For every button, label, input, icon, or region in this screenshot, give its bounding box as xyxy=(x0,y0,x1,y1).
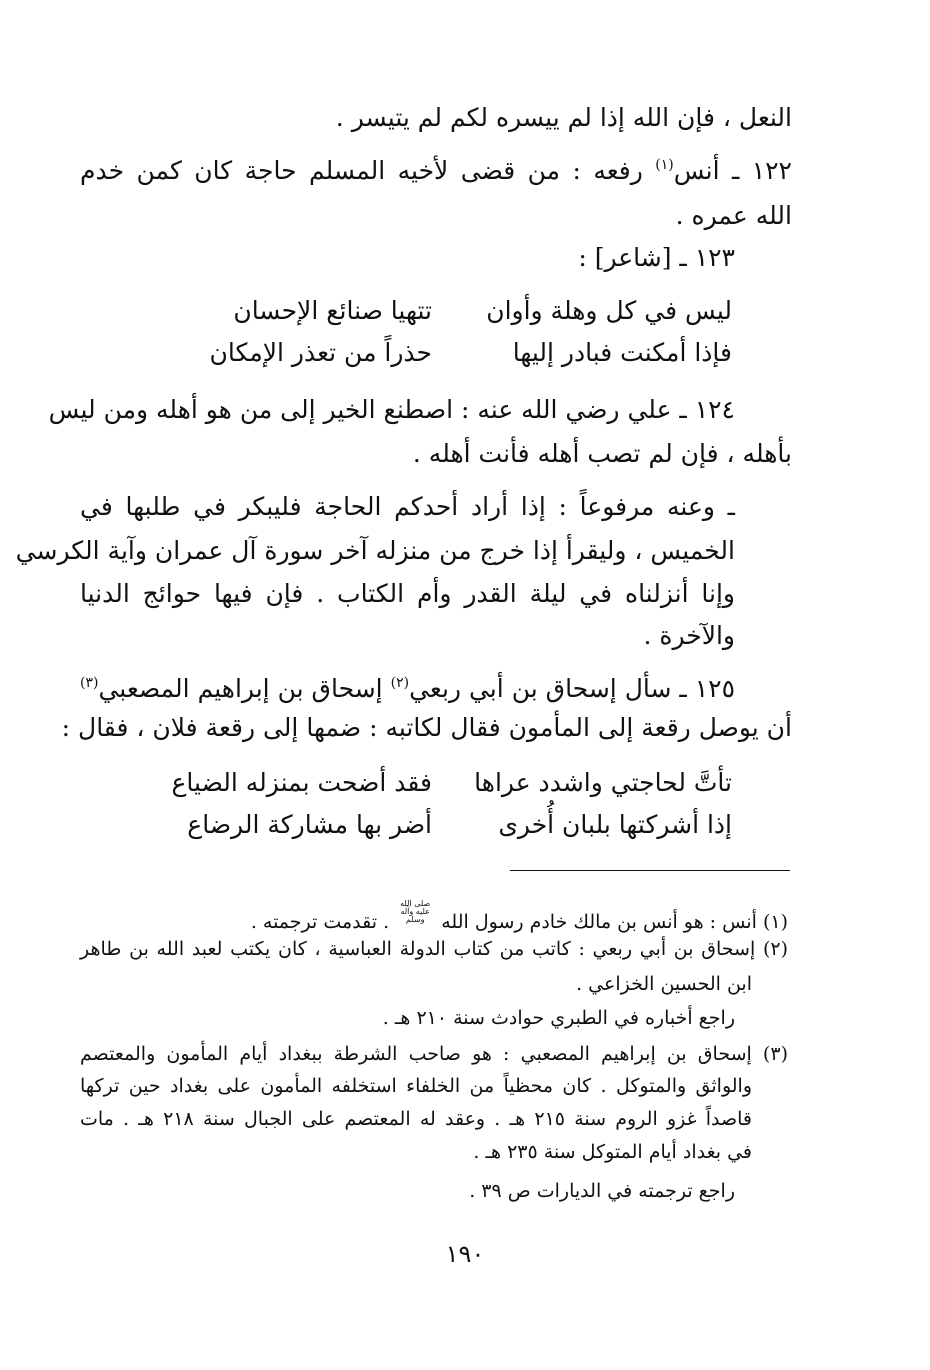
footnote-1 xyxy=(250,899,788,933)
salutation-glyph: صلى الله عليه وآله وسلم xyxy=(400,899,431,924)
verse-3a: تأتَّ لحاجتي واشدد عراها xyxy=(474,768,732,797)
footnote-3-line-1: (٣) إسحاق بن إبراهيم المصعبي : هو صاحب الشرطة ببغداد أيام المأمون والمعتصم xyxy=(80,1043,788,1065)
entry-122-number: ١٢٢ ـ أنس xyxy=(673,156,792,185)
footnote-ref-1: (١) xyxy=(655,157,674,173)
footnote-3-line-4: في بغداد أيام المتوكل سنة ٢٣٥ هـ . xyxy=(473,1141,752,1163)
entry-124-line-2: بأهله ، فإن لم تصب أهله فأنت أهله . xyxy=(412,439,792,468)
entry-125-text: إسحاق بن إبراهيم المصعبي xyxy=(98,674,391,703)
text-line: النعل ، فإن الله إذا لم ييسره لكم لم يتيسر . xyxy=(335,103,792,132)
footnote-ref-2: (٢) xyxy=(390,675,410,691)
footnote-ref-3: (٣) xyxy=(80,675,99,691)
footnote-2-line-1: (٢) إسحاق بن أبي ربعي : كاتب من كتاب الدولة العباسية ، كان يكتب لعبد الله بن طاهر xyxy=(80,938,788,960)
footnote-1-text: (١) أنس : هو أنس بن مالك خادم رسول الله xyxy=(441,911,788,933)
entry-125-number: ١٢٥ ـ سأل إسحاق بن أبي ربعي xyxy=(409,674,736,703)
marfu-line-4: والآخرة . xyxy=(643,621,735,650)
entry-122-text: رفعه : من قضى لأخيه المسلم حاجة كان كمن خدم xyxy=(80,156,656,185)
footnote-3-line-2: والواثق والمتوكل . كان محظياً من الخلفاء استخلفه المأمون على بغداد حين تركها xyxy=(80,1075,752,1097)
entry-122-line-2: الله عمره . xyxy=(675,201,792,230)
entry-125-line-2: أن يوصل رقعة إلى المأمون فقال لكاتبه : ضمها إلى رقعة فلان ، فقال : xyxy=(61,713,792,742)
footnote-3-line-3: قاصداً غزو الروم سنة ٢١٥ هـ . وعقد له المعتصم على الجبال سنة ٢١٨ هـ . مات xyxy=(80,1108,752,1130)
marfu-line-1: ـ وعنه مرفوعاً : إذا أراد أحدكم الحاجة فليبكر في طلبها في xyxy=(80,492,735,521)
footnote-2-line-3: راجع أخباره في الطبري حوادث سنة ٢١٠ هـ . xyxy=(382,1007,735,1029)
footnote-separator xyxy=(510,870,790,871)
entry-124-line-1: ١٢٤ ـ علي رضي الله عنه : اصطنع الخير إلى من هو أهله ومن ليس xyxy=(48,395,735,424)
verse-2b: حذراً من تعذر الإمكان xyxy=(209,338,432,367)
footnote-3-line-5: راجع ترجمته في الديارات ص ٣٩ . xyxy=(469,1180,735,1202)
marfu-line-2: الخميس ، وليقرأ إذا خرج من منزله آخر سورة آل عمران وآية الكرسي xyxy=(15,536,735,565)
verse-3b: فقد أضحت بمنزله الضياع xyxy=(171,768,432,797)
footnote-2-line-2: ابن الحسين الخزاعي . xyxy=(576,973,752,995)
entry-125-line-1 xyxy=(80,671,735,707)
marfu-line-3: وإنا أنزلناه في ليلة القدر وأم الكتاب . فإن فيها حوائج الدنيا xyxy=(80,579,735,608)
verse-1b: تتهيا صنائع الإحسان xyxy=(233,296,432,325)
verse-4a: إذا أشركتها بلبان أُخرى xyxy=(498,810,732,839)
page-number: ١٩٠ xyxy=(445,1240,485,1268)
verse-2a: فإذا أمكنت فبادر إليها xyxy=(512,338,732,367)
footnote-1-tail: . تقدمت ترجمته . xyxy=(250,911,396,933)
entry-122-line-1 xyxy=(80,153,792,189)
entry-123-label: ١٢٣ ـ [شاعر] : xyxy=(578,243,735,272)
verse-4b: أضر بها مشاركة الرضاع xyxy=(187,810,432,839)
verse-1a: ليس في كل وهلة وأوان xyxy=(486,296,732,325)
